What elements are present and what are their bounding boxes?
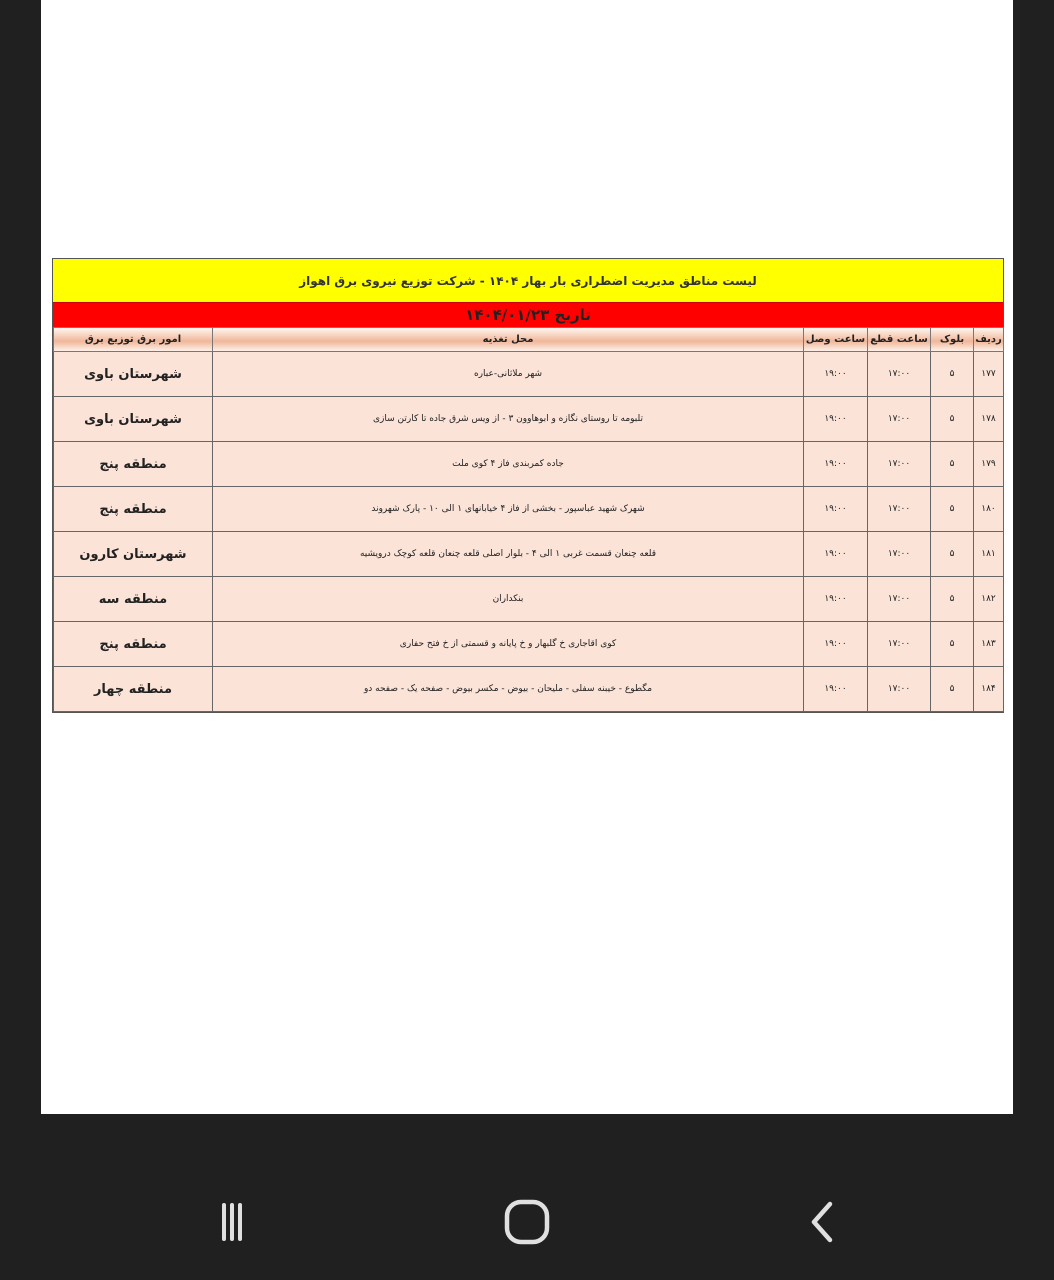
cell-department: منطقه چهار bbox=[54, 667, 213, 712]
cell-cut-time: ۱۷:۰۰ bbox=[868, 442, 931, 487]
cell-department: شهرستان باوی bbox=[54, 397, 213, 442]
cell-row-number: ۱۸۱ bbox=[974, 532, 1004, 577]
cell-connect-time: ۱۹:۰۰ bbox=[804, 397, 868, 442]
header-cut-time: ساعت قطع bbox=[868, 328, 931, 352]
table-row bbox=[54, 487, 1004, 532]
document-title: لیست مناطق مدیریت اضطراری بار بهار ۱۴۰۴ - شرکت توزیع نیروی برق اهواز bbox=[53, 259, 1003, 302]
table-row bbox=[54, 622, 1004, 667]
header-location: محل تغذیه bbox=[213, 328, 804, 352]
table-row bbox=[54, 532, 1004, 577]
cell-connect-time: ۱۹:۰۰ bbox=[804, 622, 868, 667]
cell-row-number: ۱۸۲ bbox=[974, 577, 1004, 622]
table-row bbox=[54, 397, 1004, 442]
cell-department: منطقه سه bbox=[54, 577, 213, 622]
header-row-number: ردیف bbox=[974, 328, 1004, 352]
cell-cut-time: ۱۷:۰۰ bbox=[868, 577, 931, 622]
back-button[interactable] bbox=[795, 1190, 849, 1254]
system-navigation-bar bbox=[0, 1190, 1054, 1260]
cell-row-number: ۱۸۴ bbox=[974, 667, 1004, 712]
home-button[interactable] bbox=[495, 1190, 559, 1254]
header-connect-time: ساعت وصل bbox=[804, 328, 868, 352]
cell-connect-time: ۱۹:۰۰ bbox=[804, 532, 868, 577]
header-block: بلوک bbox=[931, 328, 974, 352]
cell-connect-time: ۱۹:۰۰ bbox=[804, 667, 868, 712]
cell-cut-time: ۱۷:۰۰ bbox=[868, 667, 931, 712]
schedule-sheet bbox=[52, 258, 1004, 713]
home-icon bbox=[502, 1197, 552, 1247]
cell-connect-time: ۱۹:۰۰ bbox=[804, 442, 868, 487]
cell-department: شهرستان کارون bbox=[54, 532, 213, 577]
cell-row-number: ۱۷۷ bbox=[974, 352, 1004, 397]
cell-row-number: ۱۸۳ bbox=[974, 622, 1004, 667]
cell-cut-time: ۱۷:۰۰ bbox=[868, 532, 931, 577]
cell-connect-time: ۱۹:۰۰ bbox=[804, 352, 868, 397]
cell-location: شهر ملاثانی-عباره bbox=[213, 352, 804, 397]
cell-row-number: ۱۸۰ bbox=[974, 487, 1004, 532]
cell-block: ۵ bbox=[931, 577, 974, 622]
cell-row-number: ۱۷۸ bbox=[974, 397, 1004, 442]
back-icon bbox=[802, 1200, 842, 1244]
table-header-row bbox=[54, 328, 1004, 352]
cell-block: ۵ bbox=[931, 622, 974, 667]
cell-block: ۵ bbox=[931, 532, 974, 577]
cell-block: ۵ bbox=[931, 667, 974, 712]
cell-cut-time: ۱۷:۰۰ bbox=[868, 487, 931, 532]
cell-block: ۵ bbox=[931, 442, 974, 487]
cell-department: منطقه پنج bbox=[54, 622, 213, 667]
cell-cut-time: ۱۷:۰۰ bbox=[868, 622, 931, 667]
cell-location: بنکداران bbox=[213, 577, 804, 622]
cell-location: کوی اقاجاری خ گلبهار و خ پایانه و قسمتی از خ فتح حفاری bbox=[213, 622, 804, 667]
cell-cut-time: ۱۷:۰۰ bbox=[868, 352, 931, 397]
recents-button[interactable] bbox=[200, 1190, 264, 1254]
cell-block: ۵ bbox=[931, 487, 974, 532]
cell-location: شهرک شهید عباسپور - بخشی از فاز ۴ خیابانهای ۱ الی ۱۰ - پارک شهروند bbox=[213, 487, 804, 532]
cell-connect-time: ۱۹:۰۰ bbox=[804, 577, 868, 622]
table-row bbox=[54, 442, 1004, 487]
header-department: امور برق توزیع برق bbox=[54, 328, 213, 352]
cell-block: ۵ bbox=[931, 397, 974, 442]
table-row bbox=[54, 667, 1004, 712]
cell-location: قلعه چنعان قسمت غربی ۱ الی ۴ - بلوار اصلی قلعه چنعان قلعه کوچک درویشیه bbox=[213, 532, 804, 577]
cell-block: ۵ bbox=[931, 352, 974, 397]
schedule-table bbox=[53, 327, 1004, 712]
document-date: تاریخ ۱۴۰۴/۰۱/۲۳ bbox=[53, 302, 1003, 327]
cell-department: شهرستان باوی bbox=[54, 352, 213, 397]
cell-row-number: ۱۷۹ bbox=[974, 442, 1004, 487]
cell-cut-time: ۱۷:۰۰ bbox=[868, 397, 931, 442]
cell-location: تلبومه تا روستای نگازه و ابوهاوون ۳ - از ویس شرق جاده تا کارتن سازی bbox=[213, 397, 804, 442]
cell-connect-time: ۱۹:۰۰ bbox=[804, 487, 868, 532]
table-row bbox=[54, 577, 1004, 622]
cell-department: منطقه پنج bbox=[54, 487, 213, 532]
cell-location: مگطوع - خیبنه سفلی - ملیحان - بیوض - مکسر بیوض - صفحه یک - صفحه دو bbox=[213, 667, 804, 712]
table-row bbox=[54, 352, 1004, 397]
cell-location: جاده کمربندی فاز ۴ کوی ملت bbox=[213, 442, 804, 487]
recents-icon bbox=[210, 1200, 254, 1244]
cell-department: منطقه پنج bbox=[54, 442, 213, 487]
